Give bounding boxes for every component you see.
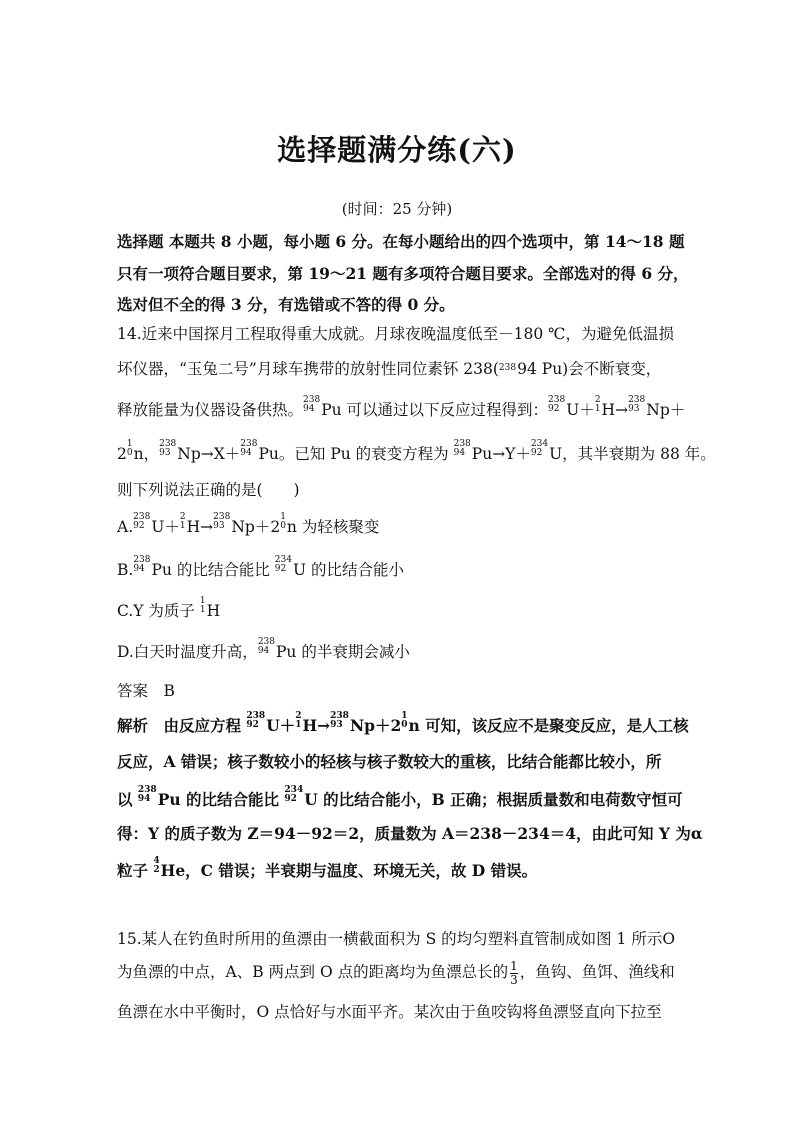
fraction-one-third: $\frac{1}{3}$ <box>510 959 518 987</box>
q14-line-5: 则下列说法正确的是( ) <box>117 481 300 499</box>
q14-line-1: 14.近来中国探月工程取得重大成就。月球夜晚温度低至－180 ℃，为避免低温损 <box>117 325 675 343</box>
intro-line-1: 选择题 本题共 8 小题，每小题 6 分。在每小题给出的四个选项中，第 14～18 题 <box>117 232 685 251</box>
q15-line-2: 为鱼漂的中点，A、B 两点到 O 点的距离均为鱼漂总长的 $\frac{1}{3}$ ，鱼钩、鱼饵、渔线和 <box>117 959 675 987</box>
option-c: C.Y 为质子 1 1H <box>117 596 221 620</box>
answer: 答案 B <box>117 682 175 700</box>
option-a: A.238 92 U＋2 1H→238 93 Np＋21 0n 为轻核聚变 <box>117 512 380 536</box>
time-limit: (时间：25 分钟) <box>341 200 453 218</box>
option-b: B.238 94 Pu 的比结合能比 234 92 U 的比结合能小 <box>117 555 404 579</box>
q15-line-3: 鱼漂在水中平衡时，O 点恰好与水面平齐。某次由于鱼咬钩将鱼漂竖直向下拉至 <box>117 1003 662 1021</box>
intro-line-3: 选对但不全的得 3 分，有选错或不答的得 0 分。 <box>117 295 455 314</box>
intro-line-2: 只有一项符合题目要求，第 19～21 题有多项符合题目要求。全部选对的得 6 分， <box>117 264 689 283</box>
explanation-line-4: 得：Y 的质子数为 Z＝94－92＝2，质量数为 A＝238－234＝4，由此可知 Y 为α <box>117 824 703 843</box>
option-d: D.白天时温度升高，238 94 Pu 的半衰期会减小 <box>117 637 410 661</box>
page-title: 选择题满分练(六) <box>277 133 517 167</box>
q14-line-2: 坏仪器，“玉兔二号”月球车携带的放射性同位素钚 238(23894 Pu)会不断衰变， <box>117 360 662 378</box>
q14-line-3: 释放能量为仪器设备供热。238 94 Pu 可以通过以下反应过程得到：238 92 U＋2 1H→238 93 Np＋ <box>117 395 686 419</box>
explanation-line-1: 解析 由反应方程 238 92 U＋2 1H→238 93 Np＋21 0n 可知，该反应不是聚变反应，是人工核 <box>117 711 689 735</box>
explanation-line-3: 以 238 94 Pu 的比结合能比 234 92 U 的比结合能小，B 正确；根据质量数和电荷数守恒可 <box>117 785 683 809</box>
q15-line-1: 15.某人在钓鱼时所用的鱼漂由一横截面积为 S 的均匀塑料直管制成如图 1 所示O <box>117 930 676 948</box>
explanation-line-2: 反应，A 错误；核子数较小的轻核与核子数较大的重核，比结合能都比较小，所 <box>117 752 662 771</box>
q14-line-4: 21 0n，238 93 Np→X＋238 94 Pu。已知 Pu 的衰变方程为 238 94 Pu→Y＋234 92 U，其半衰期为 88 年。 <box>117 439 716 463</box>
explanation-line-5: 粒子 4 2He，C 错误；半衰期与温度、环境无关，故 D 错误。 <box>117 856 538 880</box>
